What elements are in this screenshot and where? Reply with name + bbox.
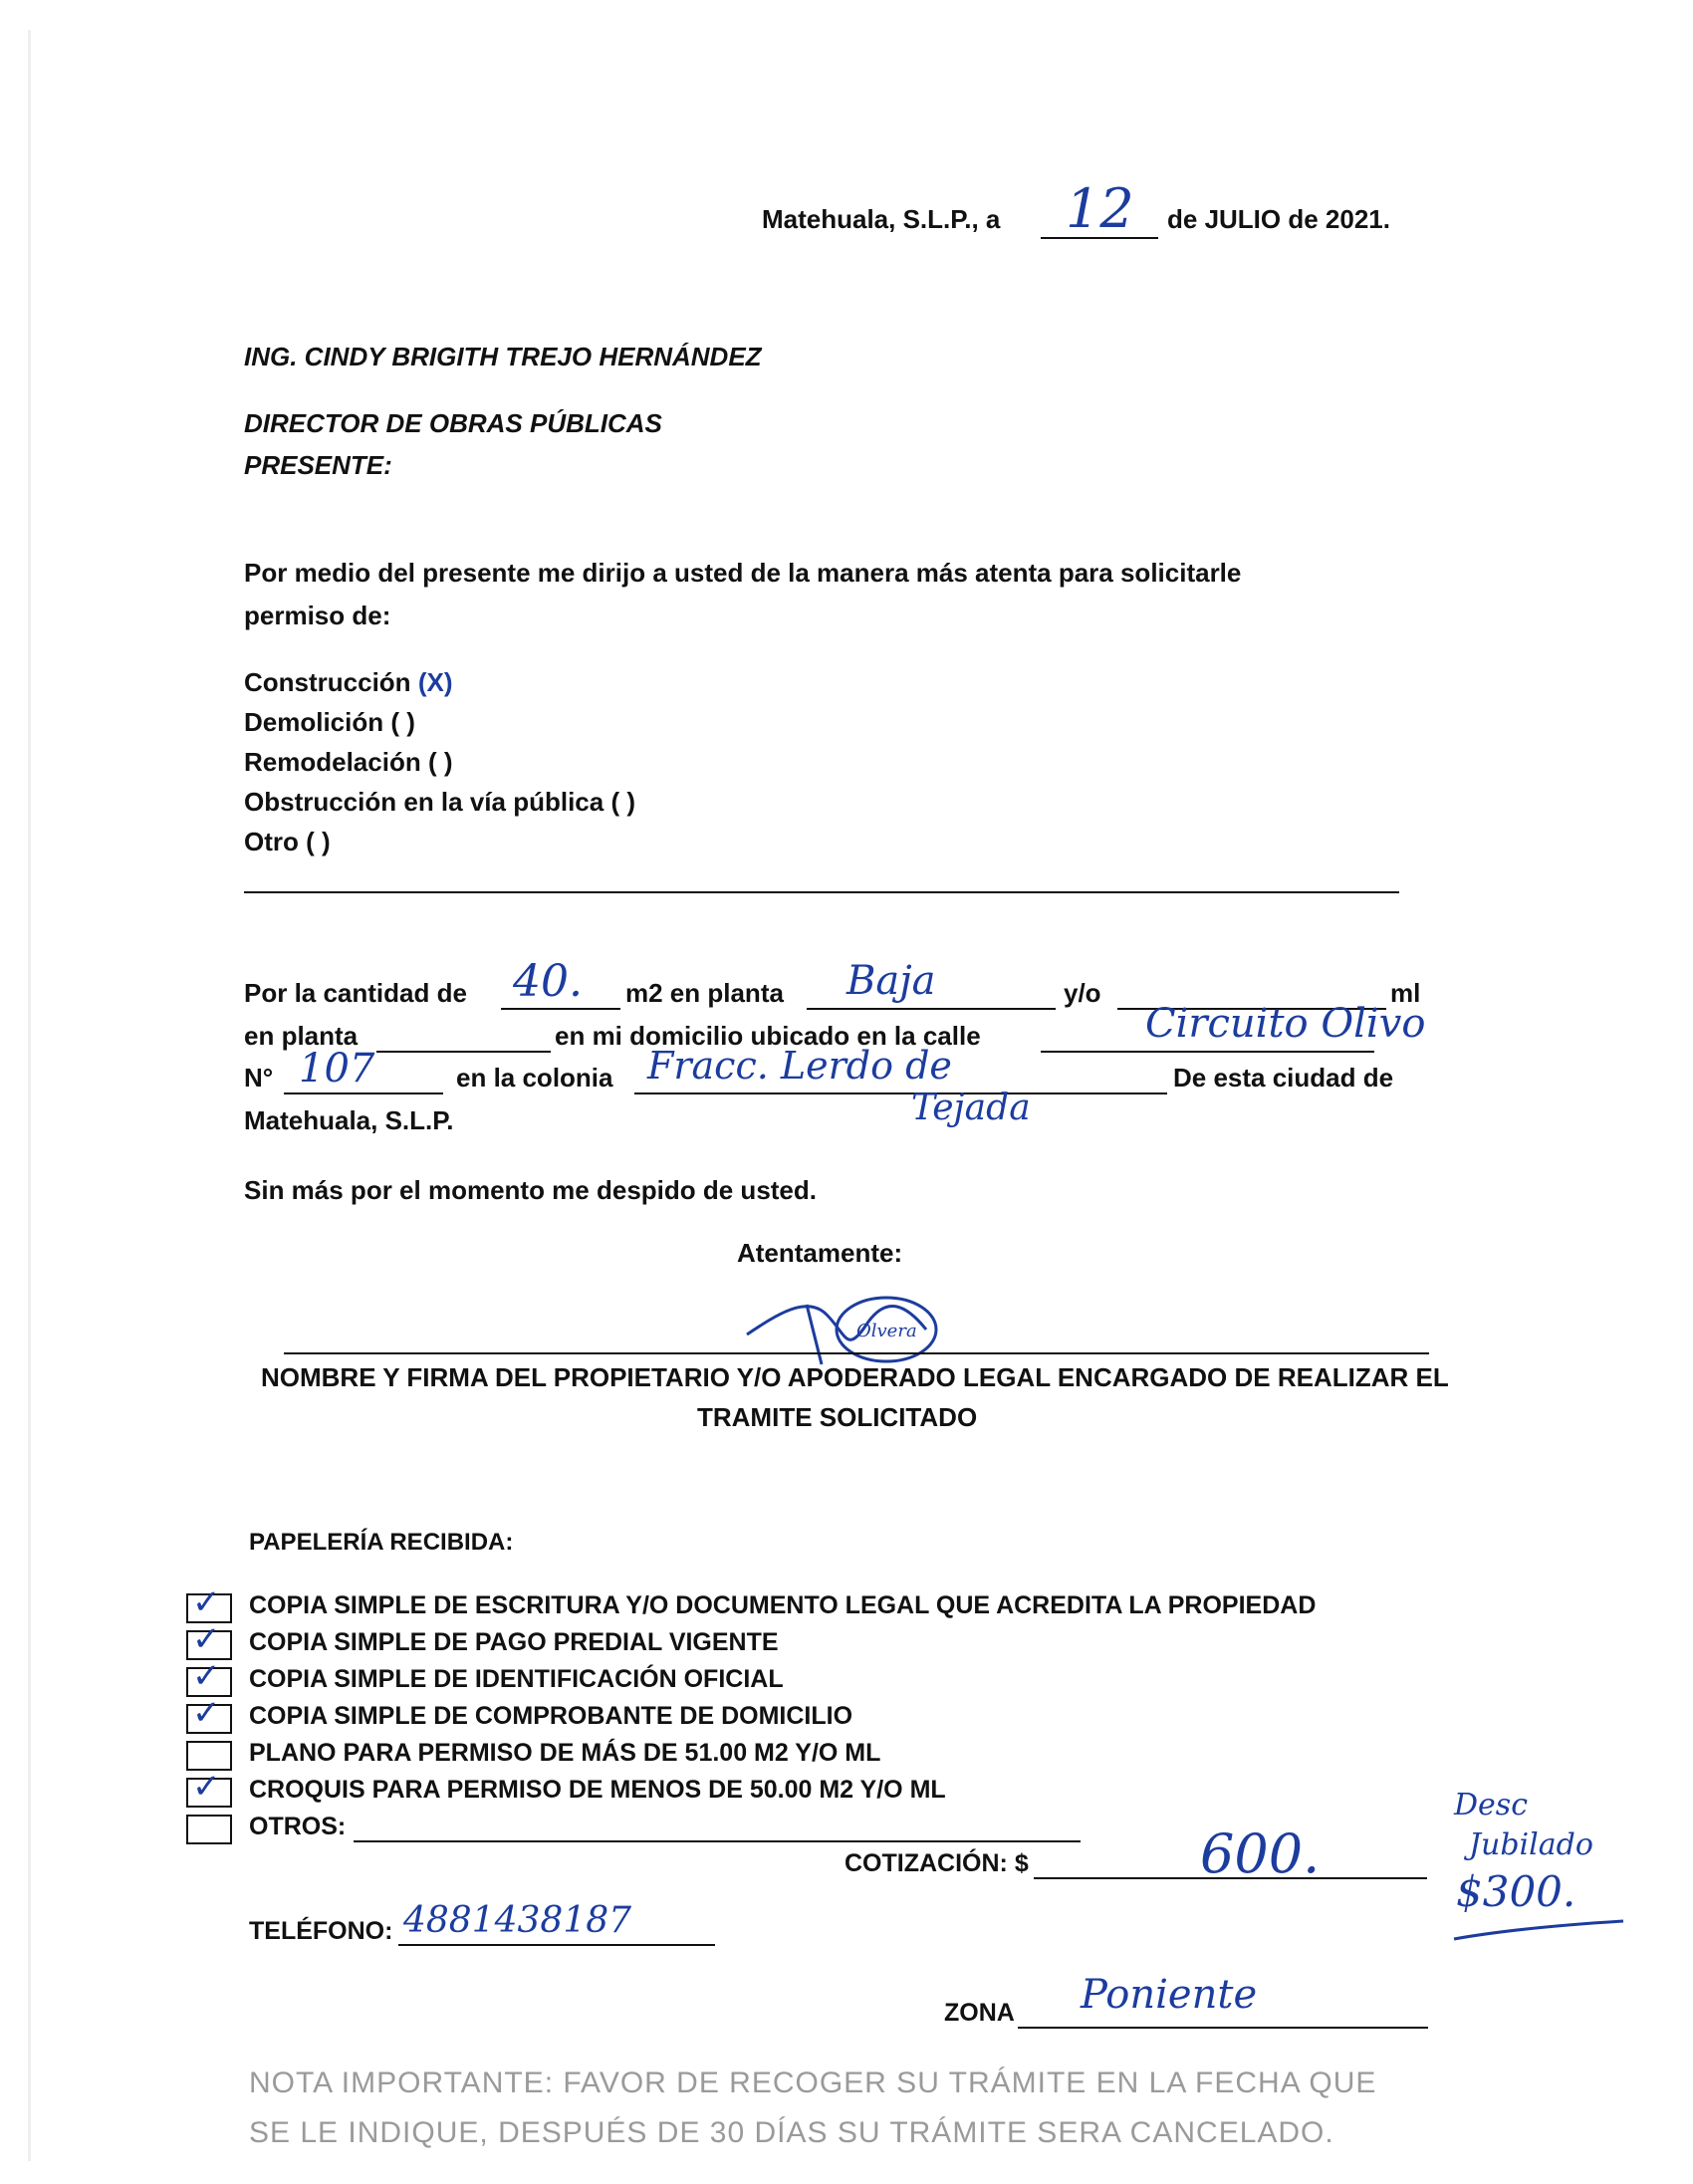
telefono-line xyxy=(398,1944,715,1946)
en-planta-label: en planta xyxy=(244,1021,359,1051)
addressee-title: DIRECTOR DE OBRAS PÚBLICAS xyxy=(244,408,662,438)
telefono-value: 4881438187 xyxy=(403,1900,632,1941)
check-icon: ✓ xyxy=(192,1620,221,1658)
check-box-identificacion[interactable] xyxy=(186,1657,232,1697)
calle-value: Circuito Olivo xyxy=(1145,1001,1426,1047)
check-icon: ✓ xyxy=(192,1583,221,1621)
zona-value: Poniente xyxy=(1081,1972,1258,2018)
permit-remodelacion xyxy=(244,747,453,778)
signature-caption-2: TRAMITE SOLICITADO xyxy=(697,1402,978,1432)
papeleria-item: CROQUIS PARA PERMISO DE MENOS DE 50.00 M2 Y/O ML xyxy=(249,1776,946,1804)
planta-line xyxy=(807,1008,1056,1010)
yo-label: y/o xyxy=(1064,978,1101,1008)
signature-caption-1: NOMBRE Y FIRMA DEL PROPIETARIO Y/O APODERADO LEGAL ENCARGADO DE REALIZAR EL xyxy=(261,1362,1449,1392)
cotizacion-label: COTIZACIÓN: $ xyxy=(845,1849,1029,1877)
addressee-presente: PRESENTE: xyxy=(244,450,392,480)
papeleria-item: OTROS: xyxy=(249,1813,347,1840)
signature xyxy=(737,1275,966,1374)
permit-label: Construcción xyxy=(244,667,411,697)
permit-otro xyxy=(244,827,331,857)
permit-mark: (X) xyxy=(417,667,453,697)
closing: Sin más por el momento me despido de usted. xyxy=(244,1175,817,1205)
permit-demolicion xyxy=(244,707,415,738)
papeleria-item: COPIA SIMPLE DE IDENTIFICACIÓN OFICIAL xyxy=(249,1665,784,1693)
intro-line2: permiso de: xyxy=(244,601,391,630)
no-value: 107 xyxy=(299,1046,375,1092)
cotizacion-note-desc: Desc xyxy=(1454,1788,1529,1822)
permit-obstruccion xyxy=(244,787,635,818)
zona-line xyxy=(1018,2027,1428,2029)
atentamente: Atentamente: xyxy=(737,1238,903,1268)
date-prefix: Matehuala, S.L.P., a xyxy=(762,204,1001,234)
ml-label: ml xyxy=(1390,978,1421,1008)
qty-label: Por la cantidad de xyxy=(244,978,467,1008)
permit-mark: ( ) xyxy=(427,747,453,777)
papeleria-item: COPIA SIMPLE DE COMPROBANTE DE DOMICILIO xyxy=(249,1702,853,1730)
cotizacion-note-jubilado: Jubilado xyxy=(1469,1827,1593,1862)
scan-edge xyxy=(28,30,31,2161)
permit-mark: ( ) xyxy=(390,707,415,737)
permit-label: Obstrucción en la vía pública xyxy=(244,787,605,817)
otros-line xyxy=(354,1840,1081,1842)
signature-line xyxy=(284,1352,1429,1354)
permit-mark: ( ) xyxy=(610,787,635,817)
telefono-label: TELÉFONO: xyxy=(249,1917,393,1945)
papeleria-item: COPIA SIMPLE DE ESCRITURA Y/O DOCUMENTO LEGAL QUE ACREDITA LA PROPIEDAD xyxy=(249,1591,1317,1619)
check-box-predial[interactable] xyxy=(186,1620,232,1660)
addressee-name: ING. CINDY BRIGITH TREJO HERNÁNDEZ xyxy=(244,342,762,371)
cotizacion-value: 600. xyxy=(1200,1822,1321,1885)
papeleria-title: PAPELERÍA RECIBIDA: xyxy=(249,1529,514,1556)
check-box-otros[interactable] xyxy=(186,1815,232,1844)
check-icon: ✓ xyxy=(192,1694,221,1732)
qty-value: 40. xyxy=(513,956,583,1007)
no-label: N° xyxy=(244,1063,274,1092)
check-box-croquis[interactable] xyxy=(186,1768,232,1808)
colonia-line xyxy=(634,1092,1167,1094)
city: Matehuala, S.L.P. xyxy=(244,1105,454,1135)
calle-line xyxy=(1041,1051,1374,1053)
signature-text: Olvera xyxy=(856,1321,917,1341)
colonia-label: en la colonia xyxy=(456,1063,613,1092)
papeleria-item: PLANO PARA PERMISO DE MÁS DE 51.00 M2 Y/O ML xyxy=(249,1739,881,1767)
check-box-plano[interactable] xyxy=(186,1741,232,1771)
permit-label: Remodelación xyxy=(244,747,421,777)
day-handwritten: 12 xyxy=(1066,177,1134,240)
cotizacion-note-discount: $300. xyxy=(1456,1867,1576,1916)
colonia-value: Fracc. Lerdo de xyxy=(647,1044,952,1088)
intro-line1: Por medio del presente me dirijo a usted de la manera más atenta para solicitarle xyxy=(244,558,1242,588)
otro-line xyxy=(244,891,1399,893)
domicilio-label: en mi domicilio ubicado en la calle xyxy=(555,1021,981,1051)
check-icon: ✓ xyxy=(192,1768,221,1806)
permit-label: Demolición xyxy=(244,707,384,737)
ciudad-label: De esta ciudad de xyxy=(1173,1063,1394,1092)
cotizacion-underline xyxy=(1449,1917,1628,1947)
check-icon: ✓ xyxy=(192,1657,221,1695)
zona-label: ZONA xyxy=(944,1999,1015,2027)
permit-construccion xyxy=(244,667,452,698)
en-planta-line xyxy=(376,1051,551,1053)
no-line xyxy=(284,1092,443,1094)
planta-value: Baja xyxy=(846,958,936,1004)
papeleria-item: COPIA SIMPLE DE PAGO PREDIAL VIGENTE xyxy=(249,1628,779,1656)
date-suffix: de JULIO de 2021. xyxy=(1167,204,1390,234)
permit-label: Otro xyxy=(244,827,299,856)
colonia-value2: Tejada xyxy=(911,1088,1031,1128)
permit-mark: ( ) xyxy=(306,827,331,856)
nota-line1: NOTA IMPORTANTE: FAVOR DE RECOGER SU TRÁMITE EN LA FECHA QUE xyxy=(249,2066,1377,2099)
qty-line xyxy=(501,1008,620,1010)
check-box-domicilio[interactable] xyxy=(186,1694,232,1734)
m2-label: m2 en planta xyxy=(625,978,784,1008)
nota-line2: SE LE INDIQUE, DESPUÉS DE 30 DÍAS SU TRÁMITE SERA CANCELADO. xyxy=(249,2116,1334,2149)
check-box-escritura[interactable] xyxy=(186,1583,232,1623)
